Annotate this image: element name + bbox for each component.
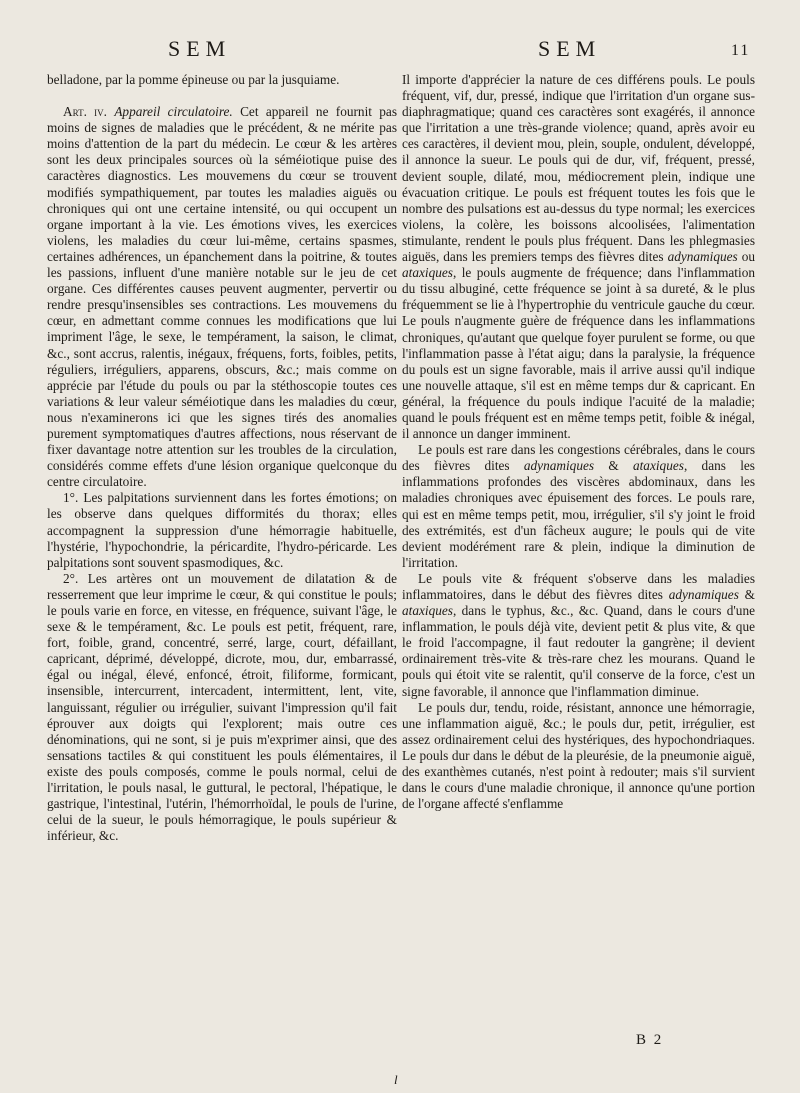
paragraph: belladone, par la pomme épineuse ou par la jusquiame.: [47, 72, 340, 87]
article-label: Art. iv.: [63, 104, 108, 120]
paragraph: 2°. Les artères ont un mouvement de dilatation & de resserrement que leur imprime le cœur, & qui constitue le pouls; le pouls varie en force, en vitesse, en fréquence, suivant l'âge, le sexe & le tempérament, &c. Le pouls est petit, fréquent, rare, fort, foible, grand, concentré, serré, large, court, défaillant, capricant, déprimé, développé, dicrote, mou, dur, embarrassé, égal ou inégal, élevé, enfoncé, étroit, filiforme, formicant, insensible, intercurrent, intercadent, intermittent, lent, vite, languissant, régulier ou irrégulier, suivant l'impression qu'il fait éprouver aux doigts qui l'explorent; mais outre ces dénominations, qui ne sont, si je puis m'exprimer ainsi, que des sensations tactiles & qui constituent les pouls élémentaires, il existe des pouls composés, comme le pouls normal, celui de l'irritation, le pouls nasal, le guttural, le pectoral, l'hépatique, le gastrique, l'intestinal, l'utérin, l'hémorrhoïdal, le pouls de l'urine, celui de la sueur, le pouls hémorragique, le pouls supérieur & inférieur, &c.: [47, 570, 397, 844]
paragraph-text: ou: [737, 249, 756, 265]
paragraph-text: Il importe d'apprécier la nature de ces différens pouls. Le pouls fréquent, vif, dur, pressé, indique que l'irritation d'un organe sus-diaphragmatique; quand ces caractères sont exagérés, il annonce que l'irritation a une très-grande violence; quand, après avoir eu ces caractères, il devient mou, plein, souple, ondulent, développé, il annonce la sueur. Le pouls qui de dur, vif, fréquent, pressé, devient souple, dilaté, mou, médiocrement plein, indique une évacuation critique. Le pouls est fréquent toutes les fois que le nombre des pulsations est au-dessus du type normal; les exercices violens, la colère, les boissons alcoolisées, l'alimentation stimulante, rendent le pouls plus fréquent. Dans les phlegmasies aiguës, dans les premiers temps des fièvres dites: [402, 72, 755, 265]
italic-term: adynamiques: [667, 249, 738, 265]
italic-term: ataxiques: [402, 265, 453, 281]
paragraph-text: Le pouls vite & fréquent s'observe dans les maladies inflammatoires, dans le début des fièvres dites: [402, 570, 755, 602]
running-head-right: SEM: [538, 36, 602, 61]
right-column: [402, 72, 755, 812]
paragraph: [402, 72, 755, 442]
paragraph: [402, 442, 755, 571]
paragraph-text: &: [594, 458, 633, 474]
article-paragraph: [47, 104, 397, 490]
paragraph-text: Cet appareil ne fournit pas moins de signes de maladies que le précédent, & ne mérite pas moins d'attention de la part du médecin. Le cœur & les artères sont les deux principales sources où la séméiotique puise des caractères diagnostics. Les mouvemens du cœur se trouvent modifiés sympathiquement, par toutes les maladies aiguës ou chroniques qui ont une certaine intensité, ou qui occupent un organe important à la vie. Les émotions vives, les exercices violens, les maladies du cœur lui-même, certains spasmes, certaines adhérences, un épanchement dans la poitrine, & toutes les passions, influent d'une manière notable sur le jeu de cet organe. Ces différentes causes peuvent augmenter, pervertir ou rendre presqu'insensibles ses contractions. Les mouvemens du cœur, en admettant comme connues les modifications que lui impriment l'âge, le sexe, le tempérament, la saison, le climat, &c., sont accrus, ralentis, inégaux, fréquens, forts, foibles, petits, réguliers, irréguliers, apparens, obscurs, &c.; mais comme on apprécie par l'étude du pouls ou par la stéthoscopie toutes ces variations & leur valeur séméiotique dans les maladies du cœur, nous n'examinerons ici que les signes tirés des anomalies purement symptomatiques d'autres affections, nous réservant de fixer davantage notre attention sur les troubles de la circulation, considérés comme effets d'une lésion organique quelconque du centre circulatoire.: [47, 104, 397, 490]
italic-term: adynamiques: [668, 587, 739, 602]
running-head: [0, 36, 800, 66]
running-head-left: SEM: [168, 36, 232, 61]
page-number: 11: [731, 42, 751, 59]
article-title: Appareil circulatoire.: [114, 104, 233, 120]
paragraph: Le pouls dur, tendu, roide, résistant, annonce une hémorragie, une inflammation aiguë, &c.; le pouls dur, petit, irrégulier, est assez ordinairement celui des hystériques, des hypochondriaques. Le pouls dur dans le début de la pleurésie, de la pneumonie aiguë, des exanthèmes cutanés, n'est point à redouter; mais s'il survient dans le cours d'une maladie chronique, il annonce qu'une portion de l'organe affecté s'enflamme: [402, 699, 755, 812]
italic-term: adynamiques: [523, 458, 595, 474]
paragraph-text: , dans le typhus, &c., &c. Quand, dans le cours d'une inflammation, le pouls déjà vite, devient petit & plus vite, & que le froid l'accompagne, il faut redouter la gangrène; il devient ordinairement très-vite & très-rare chez les mourans. Quand le pouls qui étoit vite se ralentit, qu'il conserve de la force, c'est un signe favorable, il annonce que l'inflammation diminue.: [402, 603, 755, 699]
paragraph-text: , le pouls augmente de fréquence; dans l'inflammation du tissu albuginé, cette fréquence se joint à sa dureté, & le plus fréquemment se lie à l'hypertrophie du ventricule gauche du cœur. Le pouls n'augmente guère de fréquence dans les inflammations chroniques, qu'autant que quelque foyer purulent se forme, ou que l'inflammation passe à l'état aigu; dans la paralysie, la fréquence du pouls est un signe favorable, mais il arrive aussi qu'il indique une nouvelle attaque, s'il est en même temps dur & capricant. En général, la fréquence du pouls indique l'acuité de la maladie; quand le pouls fréquent est en même temps petit, foible & inégal, il annonce un danger imminent.: [402, 265, 755, 442]
signature-mark: B 2: [636, 1032, 664, 1048]
paragraph-text: Le pouls est rare dans les congestions cérébrales, dans le cours des fièvres dites: [402, 442, 755, 474]
paragraph: [402, 571, 755, 700]
paragraph-text: &: [738, 587, 755, 602]
footer-mark: l: [394, 1072, 398, 1087]
paragraph: 1°. Les palpitations surviennent dans les fortes émotions; on les observe dans quelques difformités du thorax; elles accompagnent la suppression d'une hémorragie habituelle, l'hystérie, l'hypochondrie, la péricardite, l'hydro-péricarde. Les palpitations sont souvent spasmodiques, &c.: [47, 490, 397, 570]
left-column: [47, 72, 397, 844]
italic-term: ataxiques: [402, 603, 453, 619]
italic-term: ataxiques: [632, 458, 684, 474]
paragraph-text: , dans les inflammations profondes des viscères abdominaux, dans les maladies chroniques avec épuisement des forces. Le pouls rare, qui est en même temps petit, mou, irrégulier, s'il s'y joint le froid des extrémités, est d'un fâcheux augure; le pouls qui de vite devient modérément rare & plein, indique la diminution de l'irritation.: [402, 458, 755, 570]
